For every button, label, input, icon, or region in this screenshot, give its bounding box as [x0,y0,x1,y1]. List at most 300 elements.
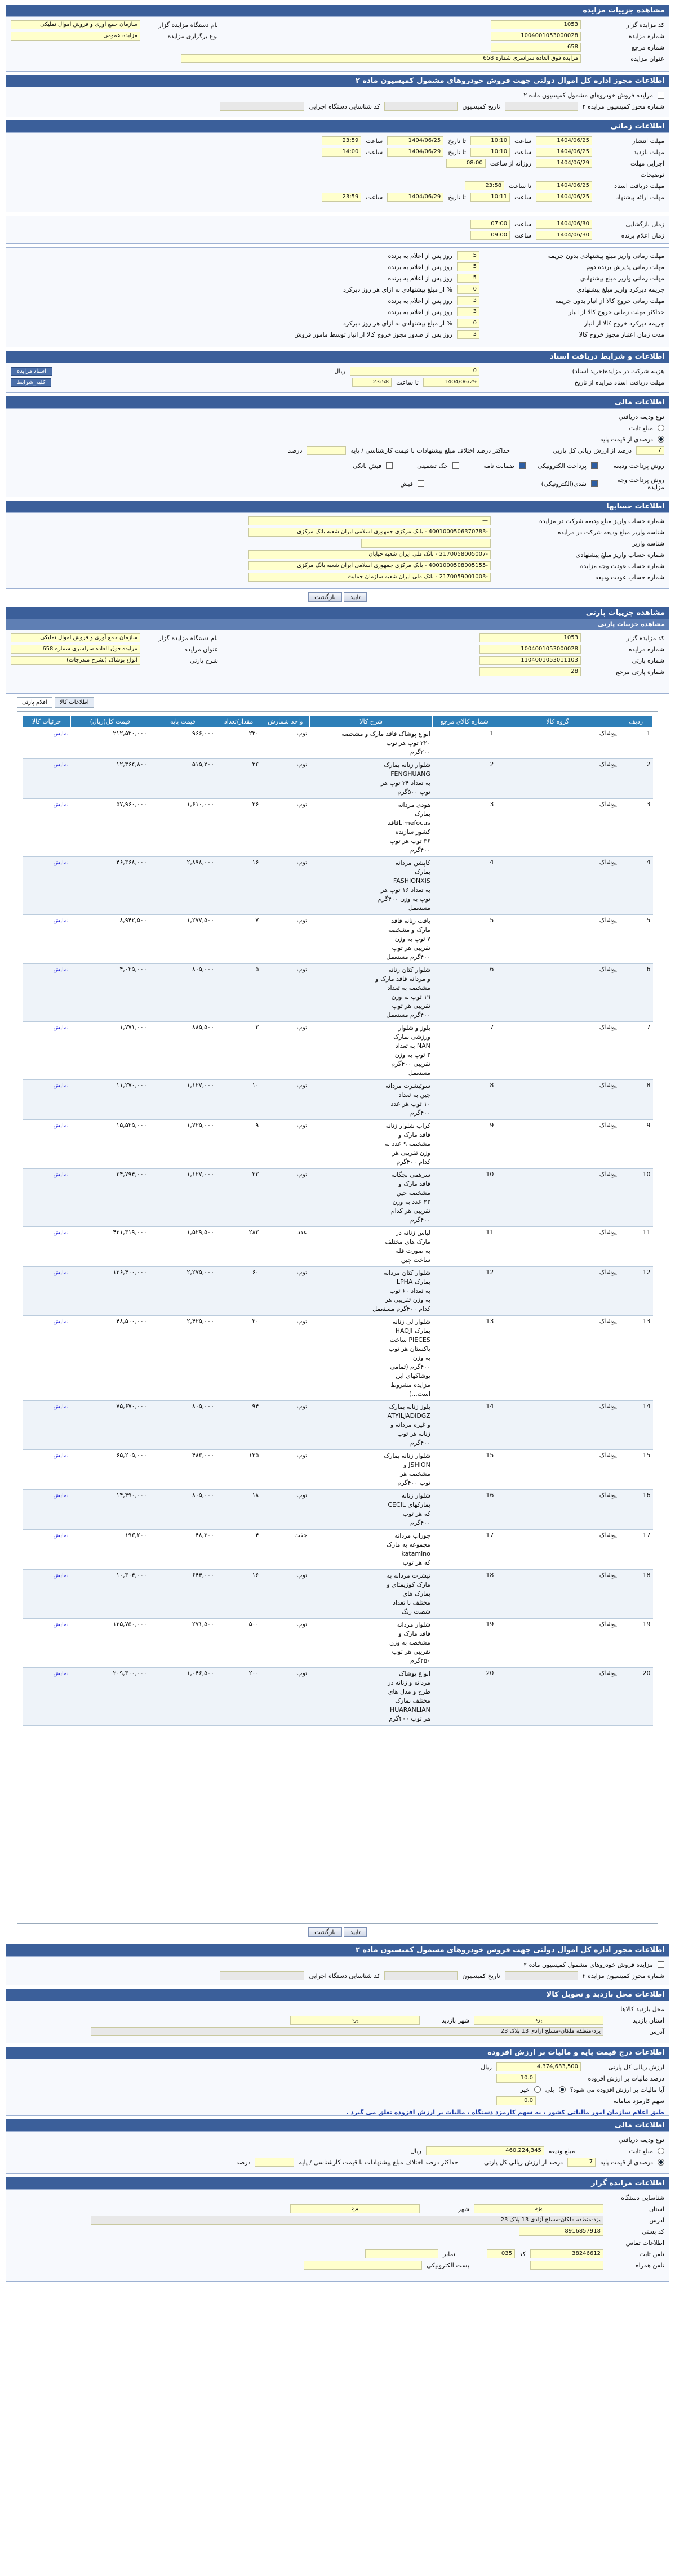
bottom-permit-title: اطلاعات مجوز اداره کل اموال دولتی جهت فروش خودروهای مشمول کمیسیون ماده ۲ [6,1944,669,1956]
cell-ref: 20 [433,1668,496,1726]
table-row [23,1169,653,1227]
table-row [23,759,653,799]
cell-base-price: ۲,۲۷۵,۰۰۰ [149,1267,216,1316]
cell-group: پوشاک [496,1227,619,1267]
rules-box [6,247,669,347]
detail-link[interactable]: نمایش [53,802,69,808]
th-unit: واحد شمارش [261,716,309,728]
type-field: مزایده عمومی [11,32,140,41]
cell-unit: توپ [261,1570,309,1619]
th-desc: شرح کالا [309,716,433,728]
detail-link[interactable]: نمایش [53,1453,69,1459]
cell-row-no: 7 [619,1022,653,1080]
deposit-type-label: نوع وديعه دريافتي [618,413,664,421]
cell-base-price: ۱,۱۲۷,۰۰۰ [149,1169,216,1227]
bottom-fixed-radio[interactable] [658,2148,664,2154]
cell-row-no: 14 [619,1401,653,1450]
cell-row-no: 18 [619,1570,653,1619]
detail-link[interactable]: نمایش [53,1172,69,1178]
cell-qty: ۹۴ [216,1401,261,1450]
table-row [23,964,653,1022]
cell-unit: توپ [261,1080,309,1120]
acc-label-5: شماره حساب عودت وديعه [595,573,664,581]
p-desc-label: شرح پارتی [190,657,218,664]
city-label: شهر بازدید [441,2016,469,2024]
visit-title: اطلاعات محل بازدید و تحویل کالا [6,1989,669,2001]
section-time-title: اطلاعات زمانی [6,120,669,132]
cell-base-price: ۲۷۱,۵۰۰ [149,1619,216,1668]
bottom-percent-text: درصد از ارزش ریالی کل پارتی [484,2158,563,2166]
detail-link[interactable]: نمایش [53,860,69,866]
section-finance-title: اطلاعات مالی [6,396,669,408]
rule-unit-0: روز پس از اعلام به برنده [388,252,452,260]
rule-label-6: جریمه دیرکرد خروج کالا از انبار [584,319,664,327]
docs-box [6,363,669,393]
p-parcel-no-field: 1104001053011103 [479,656,581,665]
section-auction-title: مشاهده جزییات مزایده [6,5,669,16]
cell-total-price: ۲۰۹,۳۰۰,۰۰۰ [71,1668,149,1726]
confirm-button[interactable]: تایید [344,592,367,602]
cell-detail [23,1120,71,1169]
th-ref: شماره کالای مرجع [433,716,496,728]
rule-label-0: مهلت زمانی واریز مبلغ پیشنهادی بدون جریمه [548,252,664,260]
cell-row-no: 13 [619,1316,653,1401]
table-row [23,1570,653,1619]
cell-group: پوشاک [496,1668,619,1726]
acc-label-0: شماره حساب واریز مبلغ وديعه شرکت در مزایده [539,517,664,525]
detail-link[interactable]: نمایش [53,1083,69,1089]
offer-cash-checkbox[interactable] [591,480,598,487]
hour-label-0b: ساعت [366,137,383,145]
cell-ref: 2 [433,759,496,799]
cell-ref: 4 [433,857,496,915]
cell-group: پوشاک [496,799,619,857]
cell-unit: توپ [261,1120,309,1169]
cell-qty: ۱۶ [216,1570,261,1619]
cell-ref: 1 [433,728,496,759]
o-city-label: شهر [458,2205,469,2213]
cell-base-price: ۶۴۴,۰۰۰ [149,1570,216,1619]
cell-qty: ۵۰۰ [216,1619,261,1668]
vat-percent-field: 10.0 [496,2074,536,2083]
o-mobile-label: تلفن همراه [635,2261,664,2269]
cell-group: پوشاک [496,1022,619,1080]
back-button[interactable]: بازگشت [308,592,342,602]
cell-base-price: ۱,۱۲۷,۰۰۰ [149,1080,216,1120]
cell-ref: 14 [433,1401,496,1450]
time2-t2-1: 23:59 [322,193,361,202]
th-detail: جزئیات کالا [23,716,71,728]
cell-detail [23,1267,71,1316]
cell-unit: توپ [261,799,309,857]
fixed-label: مبلغ ثابت [629,424,653,432]
pay-cheque-checkbox[interactable] [452,462,459,469]
docs-button[interactable]: اسناد مزایده [11,367,52,376]
o-fax-label: نمابر [443,2250,455,2258]
cell-row-no: 5 [619,915,653,964]
p-subject-field: مزایده فوق العاده سراسری شماره 658 [11,645,140,654]
cell-base-price: ۵۱۵,۲۰۰ [149,759,216,799]
rule-value-2: 5 [457,274,479,283]
deposit-amount-label: مبلغ وديعه [548,2147,575,2155]
hour-label-1: ساعت [514,148,531,156]
cell-qty: ۱۰ [216,1080,261,1120]
detail-link[interactable]: نمایش [53,1404,69,1410]
deposit-amount-unit: ریال [410,2147,421,2155]
p-code-label: کد مزایده گزار [626,634,664,642]
detail-link[interactable]: نمایش [53,1671,69,1677]
time-box [6,132,669,212]
cell-unit: توپ [261,1267,309,1316]
to-date-label-1: تا تاریخ [448,148,467,156]
cell-group: پوشاک [496,1120,619,1169]
cell-unit: توپ [261,1619,309,1668]
rule-unit-3: % از مبلغ پیشنهادی به ازای هر روز دیرکرد [343,285,452,293]
o-code-label: کد [519,2250,526,2258]
confirm-button-2[interactable]: تایید [344,1927,367,1937]
rule-value-3: 0 [457,285,479,294]
parcel-box [6,630,669,694]
detail-link[interactable]: نمایش [53,1622,69,1628]
cell-group: پوشاک [496,1619,619,1668]
o-email-label: پست الکترونیکی [427,2261,469,2269]
price-box [6,2059,669,2116]
time2-t1-1: 10:11 [470,193,510,202]
p-code-field: 1053 [479,633,581,642]
bottom-permit-no-label: شماره مجوز کمیسیون مزایده ۲ [582,1972,664,1980]
rule-value-0: 5 [457,251,479,260]
rule-value-1: 5 [457,262,479,271]
cell-group: پوشاک [496,728,619,759]
cell-unit: توپ [261,1450,309,1490]
percent-value: 7 [636,446,664,455]
cell-group: پوشاک [496,1401,619,1450]
bottom-national-id-field [220,1971,304,1980]
p-desc-field: انواع پوشاک (بشرح مندرجات) [11,656,140,665]
detail-link[interactable]: نمایش [53,1270,69,1276]
cell-ref: 12 [433,1267,496,1316]
detail-link[interactable]: نمایش [53,918,69,924]
auction-no-label: شماره مزایده [628,32,664,40]
rule-value-4: 3 [457,296,479,305]
cell-base-price: ۸۸۵,۵۰۰ [149,1022,216,1080]
hour-label-3: ساعت [514,220,531,228]
cell-total-price: ۴۶,۳۶۸,۰۰۰ [71,857,149,915]
national-id-label: کد شناسایی دستگاه اجرایی [309,102,380,110]
cell-group: پوشاک [496,964,619,1022]
cell-unit: توپ [261,728,309,759]
cell-desc: کاپشن مردانه بمارک FASHIONXIS به تعداد ۱۶ توپ هر توپ به وزن ۴۰۰گرم مستعمل [309,857,433,915]
time2-label-1: مهلت ارائه پیشنهاد [616,193,664,201]
bottom-max-label: حداکثر درصد اختلاف مبلغ پیشنهادات با قیمت کارشناسی / پایه [299,2158,459,2166]
org-field: سازمان جمع آوری و فروش اموال تملیکی [11,20,140,29]
cell-desc: شلوار لی زنانه بمارک HAOJI PIECES ساخت پاکستان هر توپ به وزن ۴۰۰گرم (تمامی پوشاکهای این مزایده مشروط است...) [309,1316,433,1401]
cell-ref: 9 [433,1120,496,1169]
p-auction-no-field: 1004001053000028 [479,645,581,654]
cell-qty: ۴ [216,1530,261,1570]
cell-group: پوشاک [496,1169,619,1227]
cell-detail [23,759,71,799]
section-accounts-title: اطلاعات حسابها [6,501,669,512]
th-qty: مقدار/تعداد [216,716,261,728]
cell-detail [23,1530,71,1570]
cell-total-price: ۱۳۶,۴۰۰,۰۰۰ [71,1267,149,1316]
o-province-field: یزد [474,2204,603,2213]
table-row [23,1619,653,1668]
cell-desc: سرهمی بچگانه فاقد مارک و مشخصه جین ۲۲ عدد به وزن تقریبی هر کدام ۴۰۰گرم [309,1169,433,1227]
cell-desc: کراپ شلوار زنانه فاقد مارک و مشخصه ۹ عدد به وزن تقریبی هر کدام ۴۰۰گرم [309,1120,433,1169]
cell-base-price: ۴۸,۳۰۰ [149,1530,216,1570]
cell-total-price: ۱۰,۳۰۴,۰۰۰ [71,1570,149,1619]
pay-opt-1: ضمانت نامه [483,462,514,470]
cell-qty: ۲۲۰ [216,728,261,759]
rule-value-7: 3 [457,330,479,339]
time-to-1: 1404/06/29 [387,148,443,157]
items-table [22,715,653,1726]
cell-row-no: 19 [619,1619,653,1668]
time2-label-2: زمان بازگشایی [625,220,664,228]
table-row [23,799,653,857]
cell-ref: 16 [433,1490,496,1530]
vat-question: آیا مالیات بر ارزش افزوده می شود؟ [570,2086,664,2093]
cell-detail [23,1450,71,1490]
acc-value-0: — [248,516,491,525]
acc-value-1: -4001000506370783 - بانک مرکزی جمهوری اسلامی ایران شعبه بانک مرکزی [248,528,491,537]
tab-parcel-items[interactable]: اقلام پارتی [17,697,52,708]
cell-total-price: ۶۵,۲۰۵,۰۰۰ [71,1450,149,1490]
pay-electronic-checkbox[interactable] [591,462,598,469]
detail-link[interactable]: نمایش [53,1025,69,1031]
max-field [307,446,346,455]
time2-t1-0: 23:58 [465,181,504,190]
cell-detail [23,1570,71,1619]
cell-base-price: ۹۶۶,۰۰۰ [149,728,216,759]
cell-ref: 19 [433,1619,496,1668]
acc-value-4: -4001000508005155 - بانک مرکزی جمهوری اسلامی ایران شعبه بانک مرکزی [248,561,491,570]
o-email-field [304,2261,422,2270]
cell-unit: توپ [261,1022,309,1080]
cell-detail [23,1227,71,1267]
detail-link[interactable]: نمایش [53,1493,69,1499]
cell-row-no: 20 [619,1668,653,1726]
cell-unit: توپ [261,1490,309,1530]
back-button-2[interactable]: بازگشت [308,1927,342,1937]
cell-group: پوشاک [496,857,619,915]
bottom-permit-checkbox[interactable] [658,1961,664,1968]
round-field: 658 [491,43,581,52]
detail-link[interactable]: نمایش [53,1123,69,1129]
cell-total-price: ۵۷,۹۶۰,۰۰۰ [71,799,149,857]
cell-desc: شلوار کتان زنانه و مردانه فاقد مارک و مشخصه به تعداد ۱۹ توپ به وزن تقریبی هر توپ ۴۰۰گرم مستعمل [309,964,433,1022]
cell-total-price: ۱,۷۷۱,۰۰۰ [71,1022,149,1080]
hour-label-4: ساعت [514,231,531,239]
time-t1-1: 10:10 [470,148,510,157]
bottom-percent-radio[interactable] [658,2159,664,2166]
percent-text: درصد از ارزش ریالی کل پاریی [552,447,632,454]
pay-opt-0: پرداخت الکترونیکی [538,462,587,470]
cell-desc: شلوار زنانه بمارک FENGHUANG به تعداد ۲۴ توپ هر توپ ۵۰۰گرم [309,759,433,799]
cell-ref: 10 [433,1169,496,1227]
rule-label-2: مهلت زمانی واریز مبلغ پیشنهادی [580,274,664,282]
pay-opt-2: چک تضمینی [417,462,448,470]
cell-group: پوشاک [496,759,619,799]
rule-label-3: جریمه دیرکرد واریز مبلغ پیشنهادی [576,285,664,293]
tab-bar [17,697,658,708]
vat-yes-radio[interactable] [559,2086,566,2093]
tab-item-info[interactable]: اطلاعات کالا [55,697,94,708]
base-price-label: ارزش ریالی کل پارتی [608,2063,664,2071]
visit-box [6,2001,669,2043]
table-row [23,728,653,759]
cell-qty: ۲ [216,1022,261,1080]
cell-detail [23,728,71,759]
subject-field: مزایده فوق العاده سراسری شماره 658 [181,54,581,63]
th-group: گروه کالا [496,716,619,728]
rule-unit-6: % از مبلغ پیشنهادی به ازای هر روز دیرکرد [343,319,452,327]
percent-word: درصد [288,447,303,454]
cell-total-price: ۲۴,۷۹۴,۰۰۰ [71,1169,149,1227]
cell-desc: بلوز و شلوار ورزشی بمارک NAN به تعداد ۲ توپ به وزن تقریبی ۴۰۰گرم مستعمل [309,1022,433,1080]
code-label: کد مزایده گزار [626,21,664,29]
detail-link[interactable]: نمایش [53,1573,69,1579]
org-title: اطلاعات مزایده گزار [6,2177,669,2189]
pay-guarantee-checkbox[interactable] [519,462,526,469]
bottom-permit-date-label: تاریخ کمیسیون [462,1972,500,1980]
cell-base-price: ۱,۲۷۷,۵۰۰ [149,915,216,964]
detail-link[interactable]: نمایش [53,1319,69,1325]
cell-desc: هودی مردانه بمارک Limefocusفاقد کشور سازنده ۳۶ توپ هر توپ ۴۰۰گرم [309,799,433,857]
fee-field: 0 [350,367,479,376]
cell-detail [23,1080,71,1120]
cell-qty: ۲۴ [216,759,261,799]
fixed-radio[interactable] [658,425,664,431]
time2-t1-3: 09:00 [470,231,510,240]
cell-row-no: 17 [619,1530,653,1570]
cell-qty: ۲۸۲ [216,1227,261,1267]
tax-field: 0.0 [496,2096,536,2105]
detail-link[interactable]: نمایش [53,1533,69,1539]
accounts-box [6,512,669,589]
cell-total-price: ۴۸,۵۰۰,۰۰۰ [71,1316,149,1401]
to-date-label-2: تا تاریخ [448,193,467,201]
cell-group: پوشاک [496,1080,619,1120]
cell-ref: 15 [433,1450,496,1490]
time-label-1: مهلت بازدید [633,148,664,156]
cell-total-price: ۲۱۲,۵۲۰,۰۰۰ [71,728,149,759]
pay-method-label: روش پرداخت وديعه [613,462,664,470]
detail-link[interactable]: نمایش [53,1230,69,1236]
table-row [23,1227,653,1267]
time2-from-0: 1404/06/25 [536,181,592,190]
items-header-row [23,716,653,728]
cell-ref: 3 [433,799,496,857]
rule-unit-1: روز پس از اعلام به برنده [388,263,452,271]
cell-row-no: 12 [619,1267,653,1316]
time2-to-1: 1404/06/29 [387,193,443,202]
cell-row-no: 4 [619,857,653,915]
pay-slip-checkbox[interactable] [386,462,393,469]
address-field: یزد-منطقه ملکان-مسلح آزادی 13 پلاک 23 [91,2027,603,2036]
time2-label-3: زمان اعلام برنده [621,231,664,239]
max-label: حداکثر درصد اختلاف مبلغ پیشنهادات با قیمت کارشناسی / پایه [350,447,510,454]
cell-base-price: ۲,۴۲۵,۰۰۰ [149,1316,216,1401]
detail-link[interactable]: نمایش [53,731,69,737]
bottom-permit-check-label: مزایده فروش خودروهای مشمول کمیسیون ماده ۲ [523,1961,653,1968]
rule-unit-5: روز پس از اعلام به برنده [388,308,452,316]
detail-link[interactable]: نمایش [53,762,69,768]
hour-label-2: ساعت [514,193,531,201]
acc-value-3: -2170058005007 - بانک ملی ایران شعبه خیابان [248,550,491,559]
cell-group: پوشاک [496,915,619,964]
o-fax-field [365,2249,438,2258]
permit-checkbox[interactable] [658,92,664,99]
items-body [23,728,653,1726]
conditions-button[interactable]: کلیه_شرایط [11,378,51,387]
cell-desc: بافت زنانه فاقد مارک و مشخصه ۷ توپ به وزن تقریبی هر توپ ۴۰۰گرم مستعمل [309,915,433,964]
deposit-amount-field: 460,224,345 [426,2146,544,2155]
time-t2-0: 23:59 [322,136,361,145]
time-from-0: 1404/06/25 [536,136,592,145]
code-field: 1053 [491,20,581,29]
time-label-0: مهلت انتشار [632,137,664,145]
cell-detail [23,915,71,964]
detail-link[interactable]: نمایش [53,967,69,973]
bottom-buttons [0,1924,675,1944]
rule-unit-2: روز پس از اعلام به برنده [388,274,452,282]
cell-row-no: 1 [619,728,653,759]
o-mobile-field [530,2261,603,2270]
time2-from-1: 1404/06/25 [536,193,592,202]
cell-detail [23,799,71,857]
cell-ref: 11 [433,1227,496,1267]
time2-from-3: 1404/06/30 [536,231,592,240]
org-info-label: شناسایی دستگاه [621,2194,664,2202]
permit-date-field [384,102,458,111]
bottom-national-id-label: کد شناسایی دستگاه اجرایی [309,1972,380,1980]
percent-radio[interactable] [658,436,664,443]
province-label: استان بازدید [633,2016,664,2024]
cell-total-price: ۱۵,۵۲۵,۰۰۰ [71,1120,149,1169]
cell-qty: ۳۶ [216,799,261,857]
table-row [23,1120,653,1169]
rule-label-1: مهلت زمانی پذیرش برنده دوم [586,263,664,271]
base-price-field: 4,374,633,500 [496,2062,581,2071]
cell-qty: ۶۰ [216,1267,261,1316]
cell-desc: انواع پوشاک فاقد مارک و مشخصه ۲۲۰ توپ هر توپ ۲۰۰گرم [309,728,433,759]
time2-label-0: مهلت دریافت اسناد [614,182,664,190]
permit-date-label: تاریخ کمیسیون [462,102,500,110]
bottom-finance-title: اطلاعات مالی [6,2119,669,2131]
tax-label: سهم کارمزد سامانه [613,2097,664,2105]
address-label: آدرس [649,2028,664,2035]
province-field: یزد [474,2016,603,2025]
fee-label: هزینه شرکت در مزایده(خرید اسناد) [572,367,664,375]
offer-slip-checkbox[interactable] [418,480,424,487]
vat-percent-label: درصد مالیات بر ارزش افزوده [588,2074,664,2082]
permit-no-label: شماره مجوز کمیسیون مزایده ۲ [582,102,664,110]
cell-qty: ۷ [216,915,261,964]
cell-group: پوشاک [496,1570,619,1619]
cell-desc: انواع پوشاک مردانه و زنانه در طرح و مدل های مختلف بمارک HUARANLIAN هر توپ ۴۰۰گرم [309,1668,433,1726]
table-row [23,1530,653,1570]
cell-qty: ۱۶ [216,857,261,915]
national-id-field [220,102,304,111]
city-field: یزد [290,2016,420,2025]
vat-no-radio[interactable] [534,2086,541,2093]
deadline-hour-field: 23:58 [352,378,392,387]
section-permit-title: اطلاعات مجوز اداره کل اموال دولتی جهت فروش خودروهای مشمول کمیسیون ماده ۲ [6,75,669,87]
cell-unit: توپ [261,1169,309,1227]
